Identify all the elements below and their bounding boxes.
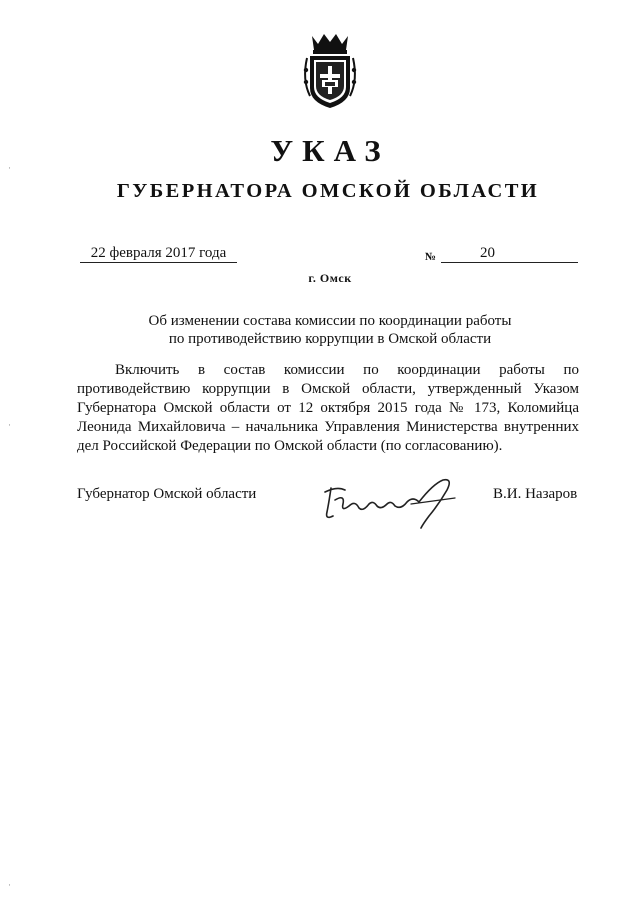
signatory-position: Губернатор Омской области xyxy=(77,486,257,502)
margin-dot: · xyxy=(8,420,11,430)
subject-line-1: Об изменении состава комиссии по координации работы xyxy=(148,313,512,329)
decree-date: 22 февраля 2017 года xyxy=(80,245,237,263)
decree-subject xyxy=(0,312,640,348)
decree-number: 20 xyxy=(480,245,495,261)
subject-line-2: по противодействию коррупции в Омской области xyxy=(168,331,492,347)
margin-dot: · xyxy=(8,880,11,890)
omsk-coat-of-arms-icon xyxy=(298,30,362,110)
document-title: УКАЗ xyxy=(270,133,390,168)
document-issuer: ГУБЕРНАТОРА ОМСКОЙ ОБЛАСТИ xyxy=(116,180,540,202)
margin-dot: · xyxy=(8,163,11,173)
decree-city: г. Омск xyxy=(308,271,352,285)
handwritten-signature-icon xyxy=(315,474,465,530)
decree-body-paragraph: Включить в состав комиссии по координации работы по противодействию коррупции в Омской области, утвержденный Указом Губернатора Омской области от 12 октября 2015 года № 173, Коломийца Леонида Михайловича – начальника Управления Министерства внутренних дел Российской Федерации по Омской области (по согласованию). xyxy=(77,362,579,454)
decree-number-field xyxy=(441,245,578,263)
signatory-name: В.И. Назаров xyxy=(493,486,578,502)
number-sign: № xyxy=(425,251,437,263)
